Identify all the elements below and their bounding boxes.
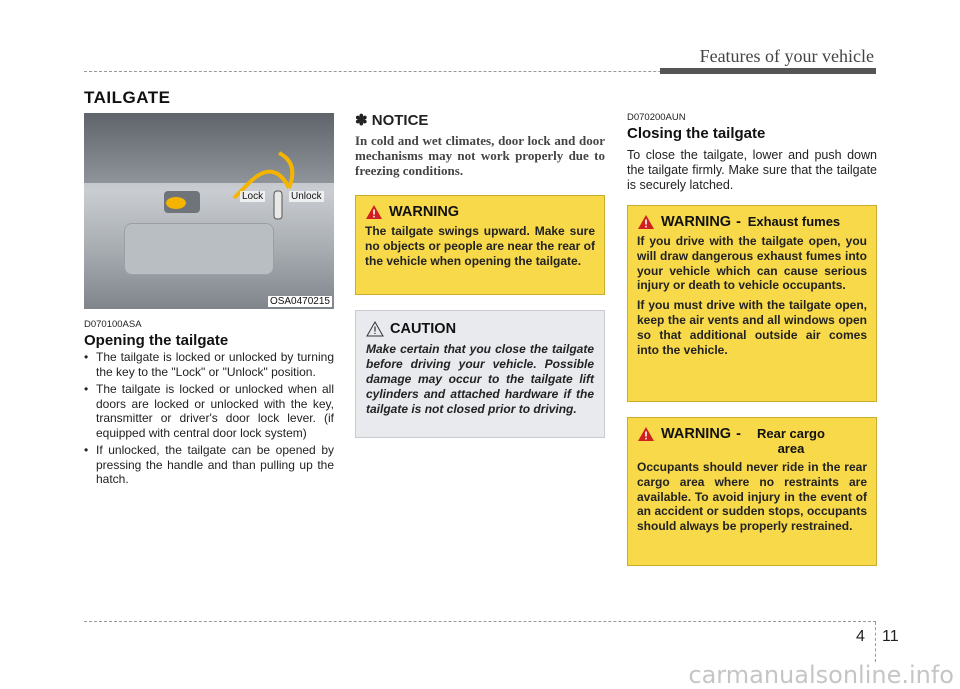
page-divider [875,622,876,662]
page-number: 11 [882,628,899,645]
warning-text: The tailgate swings upward. Make sure no objects or people are near the rear of the vehicle when opening the tailgate. [365,224,595,268]
warning-triangle-icon [637,426,655,442]
warning-triangle-icon [637,214,655,230]
warning-text: If you drive with the tailgate open, you will draw dangerous exhaust fumes into your vehicle which can cause serious injury or death to vehicle occupants. [637,234,867,293]
warning-text: Occupants should never ride in the rear cargo area where no restraints are available. To avoid injury in the event of an accident or sudden stops, occupants should always be properly restrained. [637,460,867,534]
header-bar [660,68,876,74]
lock-label: Lock [242,191,264,202]
warning-title: WARNING [661,426,732,442]
warning-subtitle: Rear cargo area [756,426,825,456]
warning-cargo-box [627,417,877,566]
closing-title: Closing the tailgate [627,125,766,142]
opening-code: D070100ASA [84,319,142,330]
tailgate-photo [84,113,334,309]
key-rotation-arrow-icon [84,113,334,309]
notice-title: ✽ NOTICE [355,112,429,129]
section-title: TAILGATE [84,88,171,107]
caution-triangle-icon [366,321,384,337]
opening-bullets [84,350,334,490]
caution-title: CAUTION [390,321,457,337]
footer-rule [84,621,876,622]
running-header: Features of your vehicle [699,46,874,66]
warning-dash: - [736,426,741,442]
bullet-item: • If unlocked, the tailgate can be opened by pressing the handle and than pulling up the hatch. [84,443,334,487]
closing-text: To close the tailgate, lower and push down the tailgate firmly. Make sure that the tailgate is securely latched. [627,148,877,192]
warning-exhaust-box [627,205,877,402]
warning-title: WARNING [389,204,460,220]
opening-title: Opening the tailgate [84,332,229,349]
warning-tailgate-box [355,195,605,295]
warning-triangle-icon [365,204,383,220]
watermark: carmanualsonline.info [688,661,954,689]
notice-body: In cold and wet climates, door lock and door mechanisms may not work properly due to freezing conditions. [355,133,605,178]
warning-text: If you must drive with the tailgate open, keep the air vents and all windows open so that additional outside air comes into the vehicle. [637,298,867,357]
warning-subtitle: Exhaust fumes [747,214,841,229]
warning-title: WARNING [661,214,732,230]
caution-text: Make certain that you close the tailgate before driving your vehicle. Possible damage may occur to the tailgate lift cylinders and attached hardware if the tailgate is not closed prior to driving. [366,342,594,416]
unlock-label: Unlock [291,191,322,202]
closing-code: D070200AUN [627,112,686,123]
chapter-number: 4 [856,628,865,645]
bullet-item: • The tailgate is locked or unlocked when all doors are locked or unlocked with the key, transmitter or driver's door lock lever. (if equipped with central door lock system) [84,382,334,440]
caution-box [355,310,605,438]
bullet-item: • The tailgate is locked or unlocked by turning the key to the "Lock" or "Unlock" position. [84,350,334,379]
warning-dash: - [736,214,741,230]
photo-code: OSA0470215 [269,296,330,307]
